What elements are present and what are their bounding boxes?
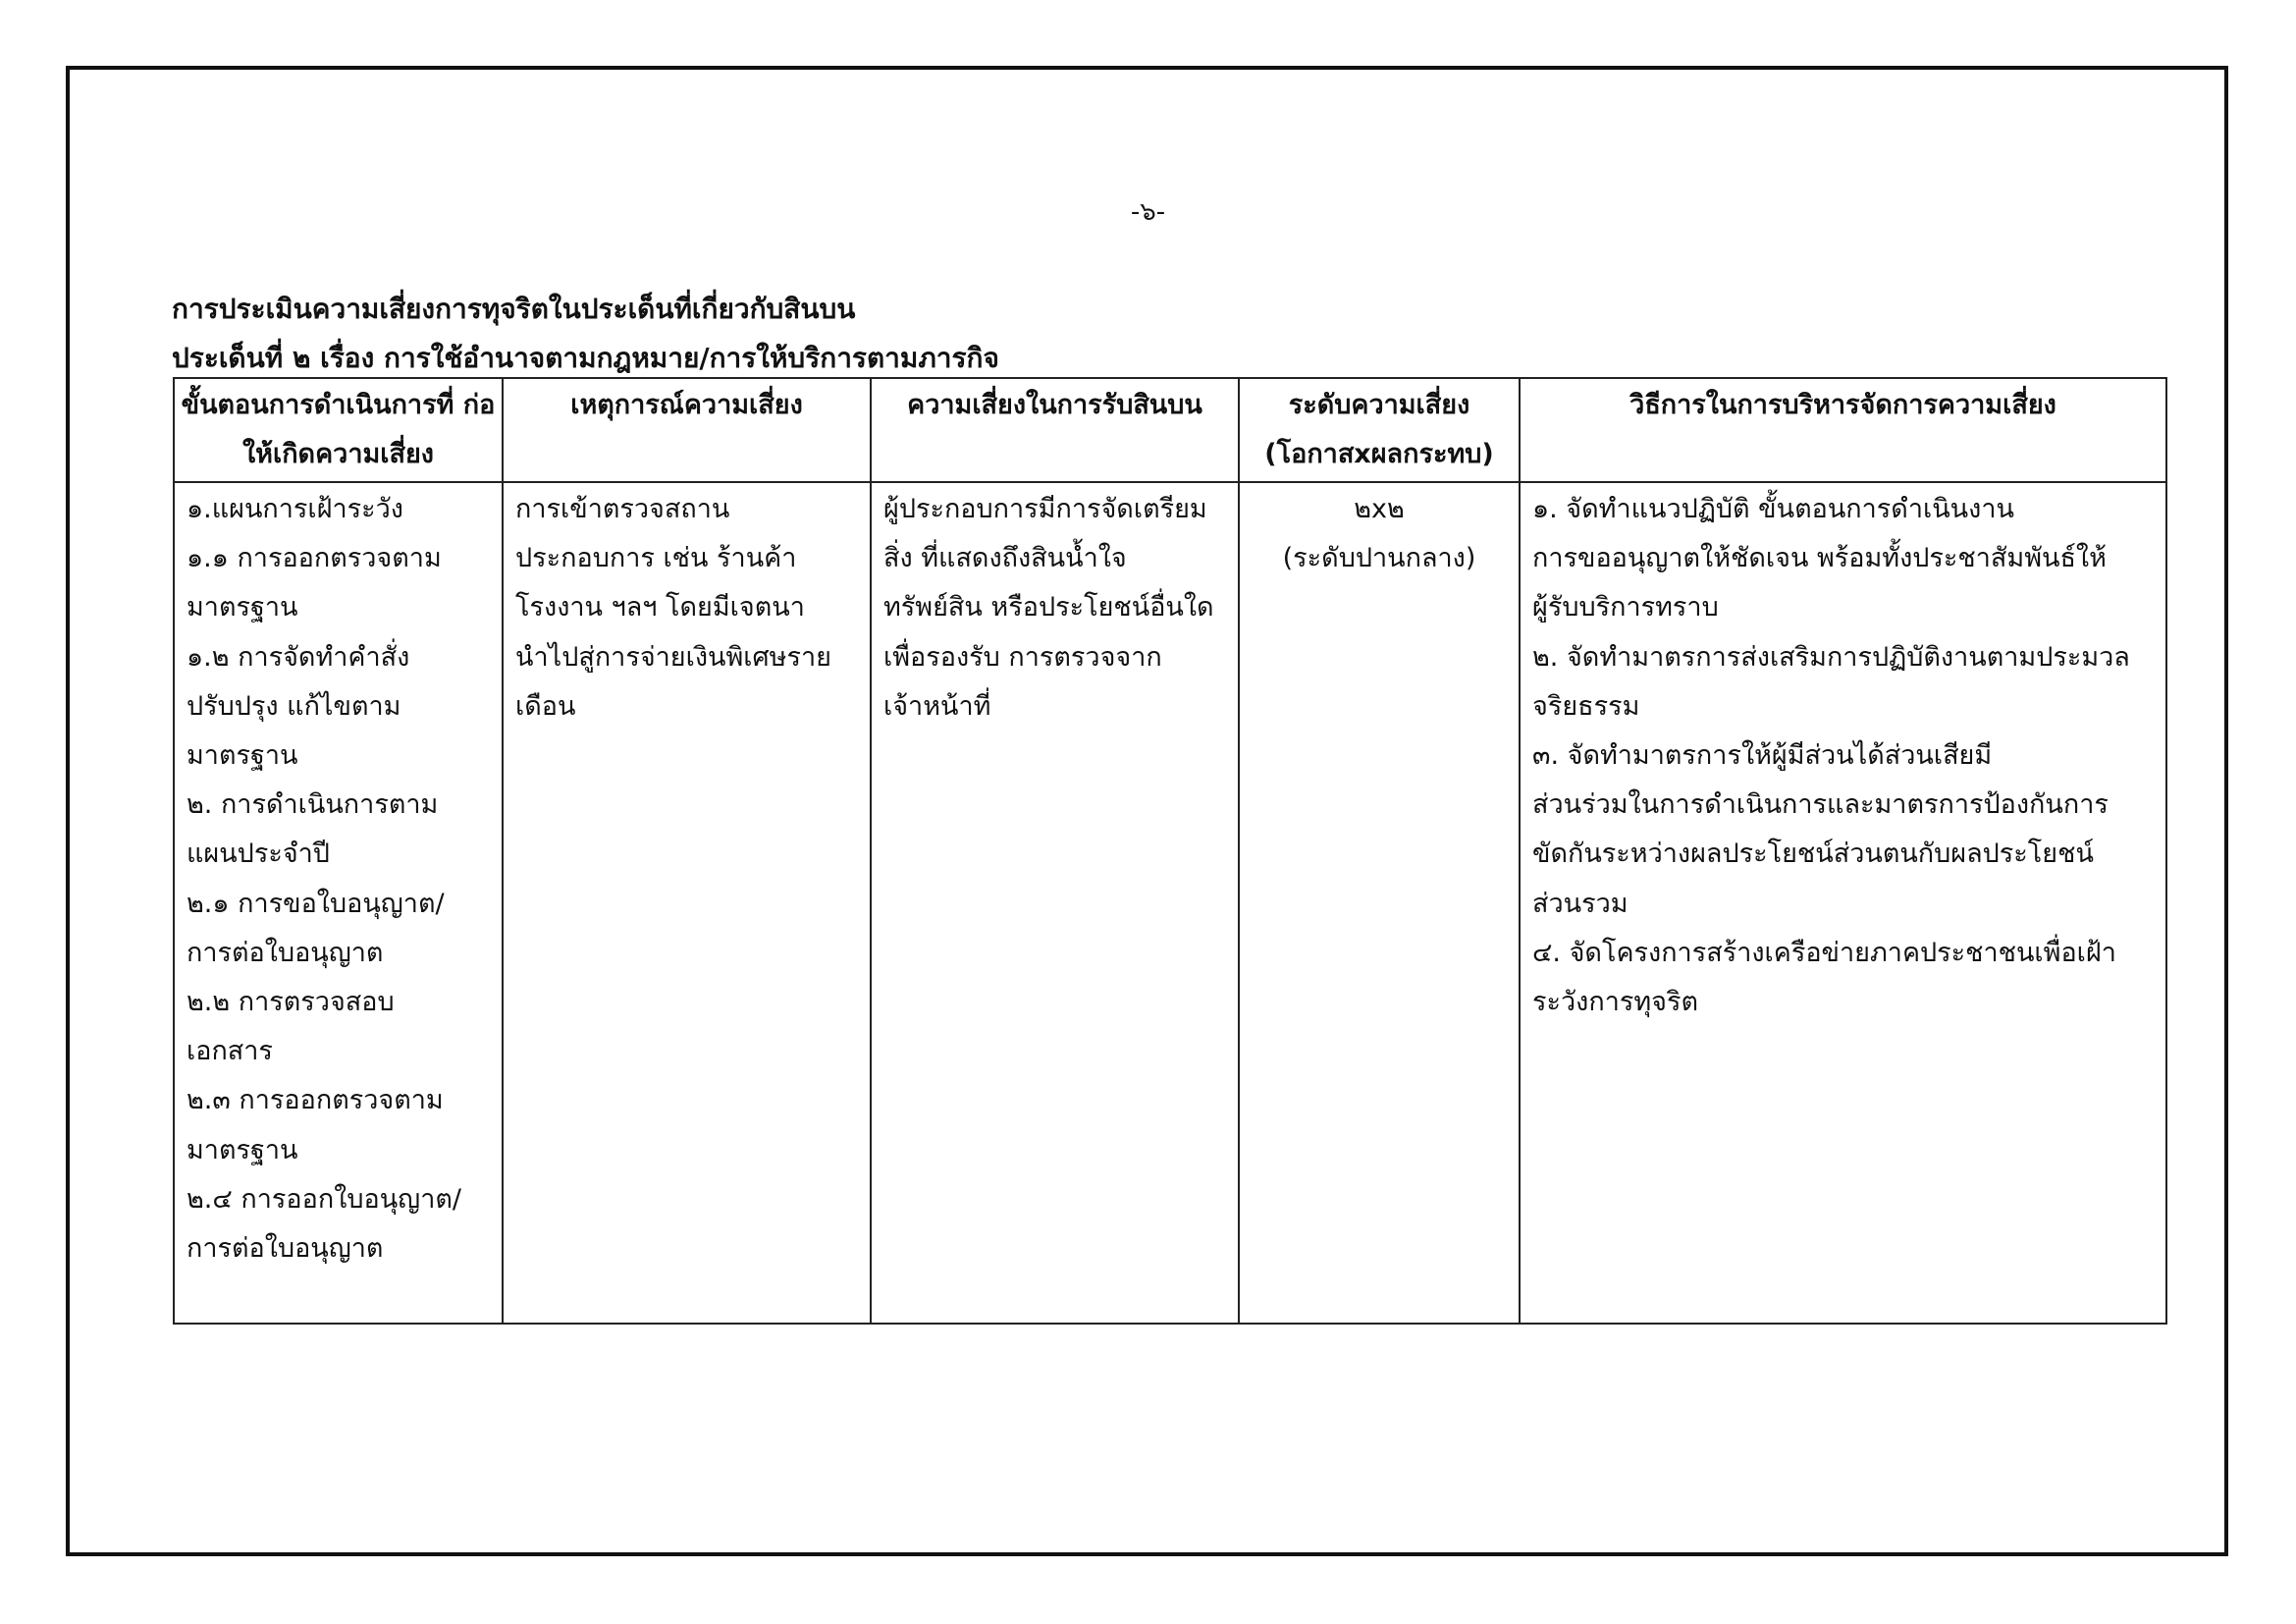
cell-line: ๓. จัดทำมาตรการให้ผู้มีส่วนได้ส่วนเสียมี: [1532, 740, 1993, 772]
document-title: [172, 285, 999, 383]
page-number: -๖-: [1130, 197, 1166, 227]
header-risk-event: [503, 378, 871, 482]
cell-steps: [174, 482, 503, 1324]
cell-line: เพื่อรองรับ การตรวจจาก: [883, 641, 1162, 673]
cell-line: ๒. จัดทำมาตรการส่งเสริมการปฏิบัติงานตามประมวล: [1532, 641, 2130, 673]
header-risk-level-line-1: ระดับความเสี่ยง: [1288, 390, 1470, 420]
cell-line: การเข้าตรวจสถาน: [515, 494, 730, 524]
table-row: [174, 482, 2166, 1324]
cell-line: แผนประจำปี: [187, 839, 330, 870]
cell-line: การต่อใบอนุญาต: [187, 1233, 384, 1265]
header-risk-level-line-2: (โอกาสxผลกระทบ): [1264, 439, 1494, 469]
cell-line: ปรับปรุง แก้ไขตาม: [187, 690, 401, 722]
risk-assessment-table: [173, 377, 2167, 1325]
cell-line: ๑.แผนการเฝ้าระวัง: [187, 494, 403, 524]
header-steps-line-1: ขั้นตอนการดำเนินการที่: [181, 390, 454, 420]
cell-line: การต่อใบอนุญาต: [187, 937, 384, 968]
header-risk-event-line-1: เหตุการณ์ความเสี่ยง: [570, 390, 803, 420]
cell-line: ๒.๒ การตรวจสอบ: [187, 987, 395, 1018]
cell-line: มาตรฐาน: [187, 1134, 298, 1165]
cell-risk-level: [1239, 482, 1520, 1324]
cell-line: ๒.๓ การออกตรวจตาม: [187, 1085, 444, 1116]
header-risk-level: [1239, 378, 1520, 482]
cell-line: ๑. จัดทำแนวปฏิบัติ ขั้นตอนการดำเนินงาน: [1532, 494, 2014, 524]
cell-line: ๒x๒: [1354, 494, 1405, 524]
header-management: [1520, 378, 2166, 482]
title-line-2: ประเด็นที่ ๒ เรื่อง การใช้อำนาจตามกฎหมาย/การให้บริการตามภารกิจ: [172, 342, 999, 374]
cell-line: โรงงาน ฯลฯ โดยมีเจตนา: [515, 592, 805, 623]
cell-line: ๑.๑ การออกตรวจตาม: [187, 543, 442, 574]
cell-line: มาตรฐาน: [187, 740, 298, 772]
header-steps-line-2: ก่อให้เกิดความเสี่ยง: [242, 390, 496, 469]
cell-line: เดือน: [515, 690, 576, 722]
cell-line: มาตรฐาน: [187, 592, 298, 623]
cell-line: ส่วนรวม: [1532, 888, 1629, 919]
cell-line: การขออนุญาตให้ชัดเจน พร้อมทั้งประชาสัมพันธ์ให้: [1532, 543, 2107, 574]
cell-line: จริยธรรม: [1532, 690, 1640, 722]
cell-management: [1520, 482, 2166, 1324]
cell-line: ขัดกันระหว่างผลประโยชน์ส่วนตนกับผลประโยชน์: [1532, 839, 2094, 870]
cell-line: ๒.๔ การออกใบอนุญาต/: [187, 1183, 461, 1215]
cell-line: ส่วนร่วมในการดำเนินการและมาตรการป้องกันการ: [1532, 789, 2109, 821]
cell-line: ๒. การดำเนินการตาม: [187, 789, 439, 821]
cell-line: นำไปสู่การจ่ายเงินพิเศษราย: [515, 641, 831, 673]
header-steps: [174, 378, 503, 482]
header-bribery-risk-line-1: ความเสี่ยงในการรับสินบน: [907, 390, 1202, 420]
cell-line: ผู้รับบริการทราบ: [1532, 592, 1719, 623]
cell-line: ๑.๒ การจัดทำคำสั่ง: [187, 641, 410, 673]
cell-line: ทรัพย์สิน หรือประโยชน์อื่นใด: [883, 592, 1214, 623]
cell-line: ๔. จัดโครงการสร้างเครือข่ายภาคประชาชนเพื่อเฝ้า: [1532, 937, 2116, 968]
header-bribery-risk: [871, 378, 1239, 482]
cell-line: เจ้าหน้าที่: [883, 690, 991, 722]
cell-line: (ระดับปานกลาง): [1282, 543, 1476, 574]
title-line-1: การประเมินความเสี่ยงการทุจริตในประเด็นที่เกี่ยวกับสินบน: [172, 293, 856, 325]
cell-line: ๒.๑ การขอใบอนุญาต/: [187, 888, 445, 919]
cell-line: ผู้ประกอบการมีการจัดเตรียม: [883, 494, 1207, 524]
cell-bribery-risk: [871, 482, 1239, 1324]
table-header-row: [174, 378, 2166, 482]
cell-line: สิ่ง ที่แสดงถึงสินน้ำใจ: [883, 543, 1127, 574]
cell-line: เอกสาร: [187, 1036, 273, 1067]
cell-risk-event: [503, 482, 871, 1324]
header-management-line-1: วิธีการในการบริหารจัดการความเสี่ยง: [1629, 390, 2056, 420]
cell-line: ระวังการทุจริต: [1532, 987, 1699, 1018]
cell-line: ประกอบการ เช่น ร้านค้า: [515, 543, 797, 574]
